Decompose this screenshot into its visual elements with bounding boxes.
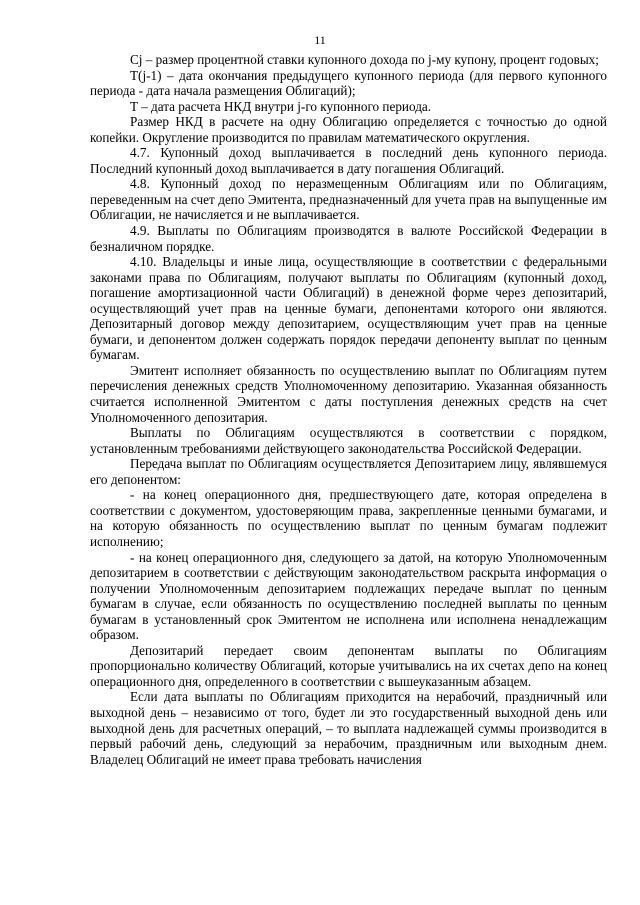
paragraph: 4.8. Купонный доход по неразмещенным Облигациям или по Облигациям, переведенным на счет депо Эмитента, предназначенный для учета прав на выпущенные им Облигации, не начисляется и не выплачивается. <box>90 176 607 223</box>
paragraph: 4.10. Владельцы и иные лица, осуществляющие в соответствии с федеральными законами права по Облигациям, получают выплаты по Облигациям (купонный доход, погашение амортизационной части Облигаций) в денежной форме через депозитарий, осуществляющий учет прав на ценные бумаги, депонентами которого они являются. Депозитарный договор между депозитарием, осуществляющим учет прав на ценные бумаги, и депонентом должен содержать порядок передачи депоненту выплат по ценным бумагам. <box>90 254 607 363</box>
paragraph: Передача выплат по Облигациям осуществляется Депозитарием лицу, являвшемуся его депонентом: <box>90 456 607 487</box>
paragraph: Cj – размер процентной ставки купонного дохода по j-му купону, процент годовых; <box>130 52 599 67</box>
document-body <box>90 52 607 767</box>
paragraph: Если дата выплаты по Облигациям приходится на нерабочий, праздничный или выходной день – независимо от того, будет ли это государственный выходной день или выходной день для расчетных операций, – то выплата надлежащей суммы производится в первый рабочий день, следующий за нерабочим, праздничным или выходным днем. Владелец Облигаций не имеет права требовать начисления <box>90 689 607 767</box>
paragraph: T(j-1) – дата окончания предыдущего купонного периода (для первого купонного периода - дата начала размещения Облигаций); <box>90 67 607 99</box>
paragraph: 4.7. Купонный доход выплачивается в последний день купонного периода. Последний купонный доход выплачивается в дату погашения Облигаций. <box>90 145 607 176</box>
paragraph: - на конец операционного дня, предшествующего дате, которая определена в соответствии с документом, удостоверяющим права, закрепленные ценными бумагами, и на которую обязанность по осуществлению выплат по ценным бумагам подлежит исполнению; <box>90 487 607 549</box>
paragraph: - на конец операционного дня, следующего за датой, на которую Уполномоченным депозитарием в соответствии с действующим законодательством раскрыта информация о получении Уполномоченным депозитарием подлежащих передаче выплат по ценным бумагам в случае, если обязанность по осуществлению последней выплаты по ценным бумагам в установленный срок Эмитентом не исполнена или исполнена ненадлежащим образом. <box>90 549 607 643</box>
paragraph: Эмитент исполняет обязанность по осуществлению выплат по Облигациям путем перечисления денежных средств Уполномоченному депозитарию. Указанная обязанность считается исполненной Эмитентом с даты поступления денежных средств на счет Уполномоченного депозитария. <box>90 362 607 425</box>
paragraph: T – дата расчета НКД внутри j-го купонного периода. <box>130 98 432 114</box>
paragraph: 4.9. Выплаты по Облигациям производятся в валюте Российской Федерации в безналичном порядке. <box>90 223 607 254</box>
paragraph: Депозитарий передает своим депонентам выплаты по Облигациям пропорционально количеству Облигаций, которые учитывались на их счетах депо на конец операционного дня, определенного в соответствии с вышеуказанным абзацем. <box>90 642 607 689</box>
page-number: 11 <box>314 33 326 47</box>
paragraph: Размер НКД в расчете на одну Облигацию определяется с точностью до одной копейки. Округление производится по правилам математического округления. <box>90 114 607 145</box>
paragraph: Выплаты по Облигациям осуществляются в соответствии с порядком, установленным требованиями действующего законодательства Российской Федерации. <box>90 425 607 456</box>
